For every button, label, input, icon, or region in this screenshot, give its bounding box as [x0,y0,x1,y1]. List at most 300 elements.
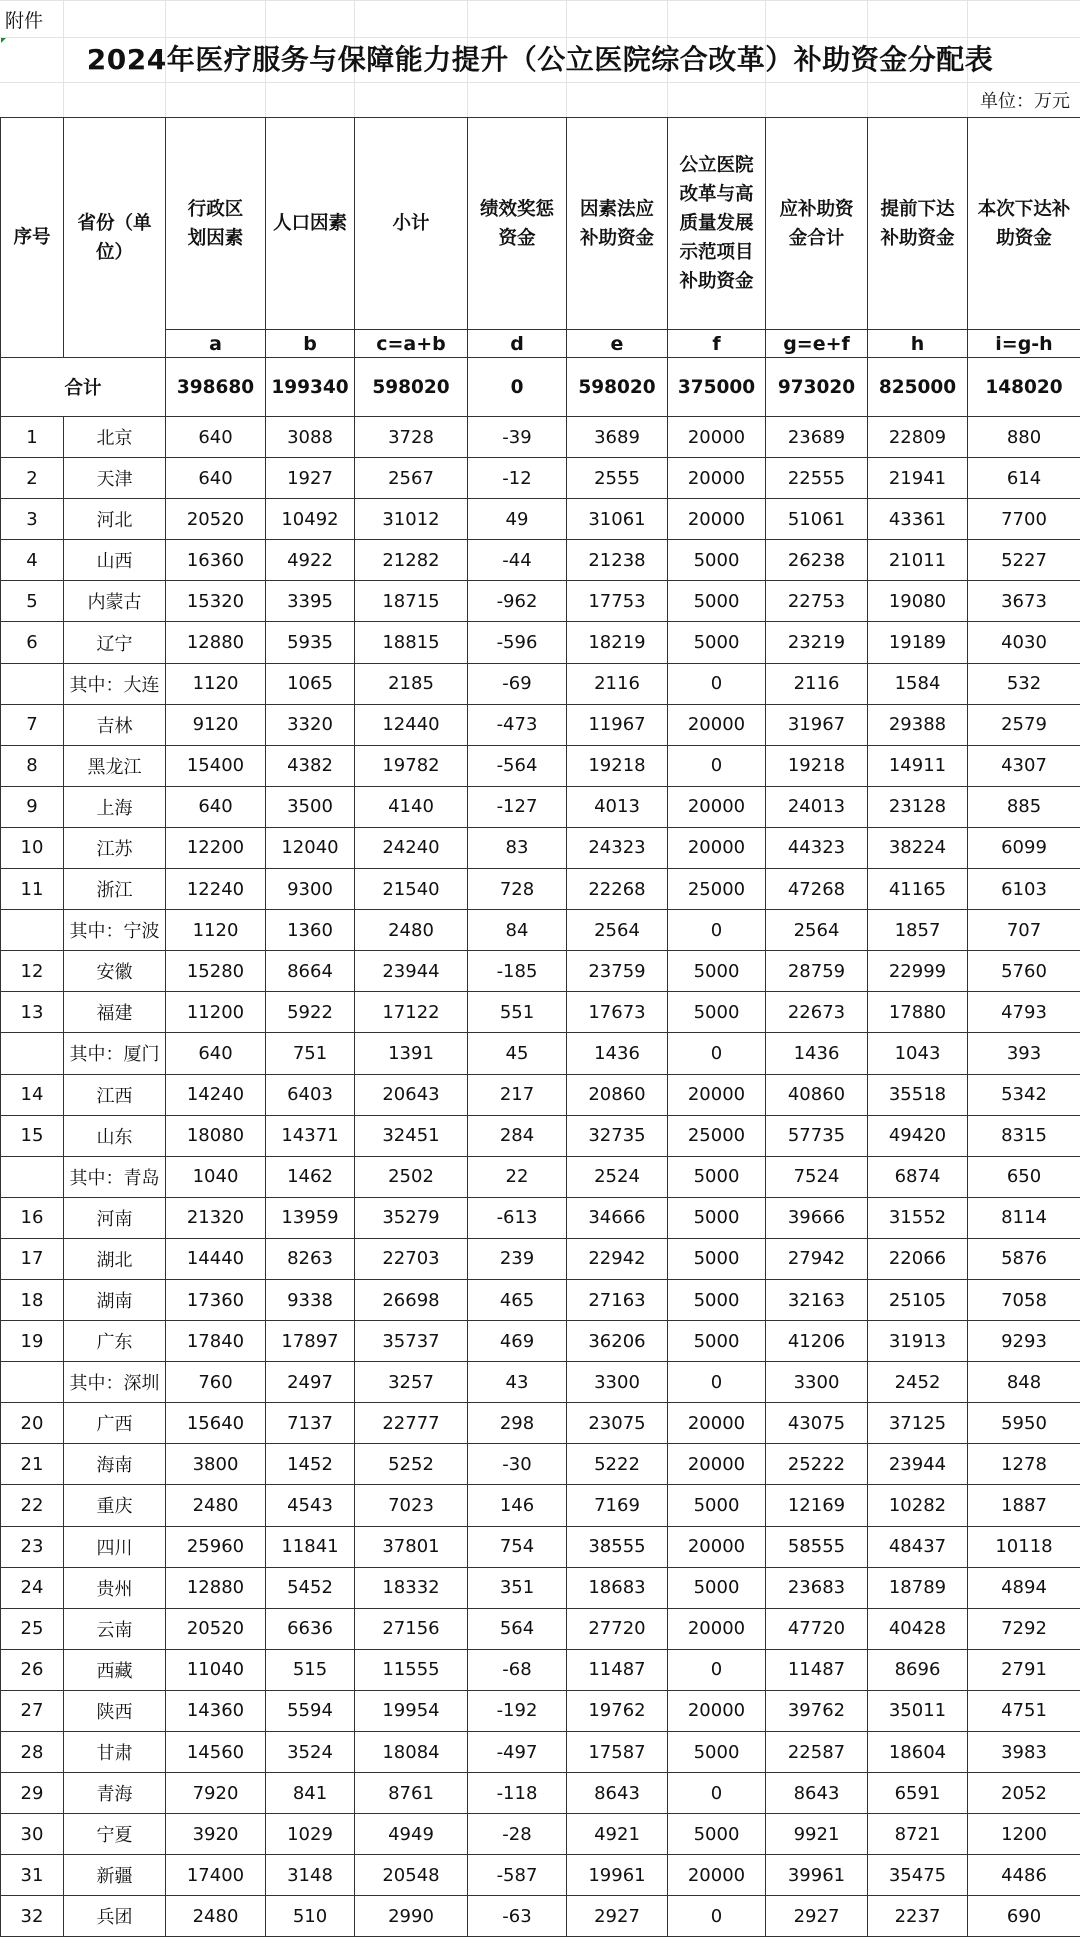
row-value: -69 [468,663,567,704]
row-value: 3300 [567,1362,668,1403]
row-province: 广西 [64,1403,166,1444]
col-header-reform-demo [668,118,766,330]
row-value: 284 [468,1115,567,1156]
row-value: 21320 [166,1197,266,1238]
row-value: 3300 [766,1362,868,1403]
row-value: 1360 [266,910,355,951]
row-value: 31012 [355,499,468,540]
table-row [1,1855,1080,1896]
row-value: 13959 [266,1197,355,1238]
row-province: 青海 [64,1773,166,1814]
row-value: 3148 [266,1855,355,1896]
row-seq: 14 [1,1074,64,1115]
total-value: 598020 [355,358,468,417]
row-value: 19080 [868,581,968,622]
row-value: 0 [668,910,766,951]
row-province: 上海 [64,786,166,827]
row-seq [1,1156,64,1197]
row-value: 3395 [266,581,355,622]
row-value: 848 [968,1362,1080,1403]
col-header-population: 人口因素 [266,118,355,330]
table-row [1,458,1080,499]
row-value: 6103 [968,869,1080,910]
row-value: 20000 [668,417,766,458]
row-value: 20643 [355,1074,468,1115]
row-province: 江苏 [64,827,166,868]
row-province: 宁夏 [64,1814,166,1855]
allocation-table [0,117,1080,1937]
row-value: 5950 [968,1403,1080,1444]
row-seq: 2 [1,458,64,499]
row-province: 西藏 [64,1649,166,1690]
col-header-this-batch-text: 本次下达补助资金 [977,198,1071,249]
row-value: 5000 [668,1156,766,1197]
row-value: 2564 [766,910,868,951]
row-value: 18815 [355,622,468,663]
row-value: 45 [468,1033,567,1074]
row-value: 3320 [266,704,355,745]
row-province: 辽宁 [64,622,166,663]
row-value: 1278 [968,1444,1080,1485]
row-seq: 22 [1,1485,64,1526]
row-value: 217 [468,1074,567,1115]
row-seq: 12 [1,951,64,992]
row-value: 20000 [668,1403,766,1444]
row-value: 14240 [166,1074,266,1115]
row-value: 2502 [355,1156,468,1197]
row-value: 38224 [868,827,968,868]
row-seq: 3 [1,499,64,540]
row-value: -497 [468,1732,567,1773]
row-value: 26238 [766,540,868,581]
row-value: 4751 [968,1690,1080,1731]
row-value: 4382 [266,745,355,786]
row-value: 29388 [868,704,968,745]
row-value: 43361 [868,499,968,540]
row-value: 28759 [766,951,868,992]
col-header-advance-text: 提前下达补助资金 [880,198,955,249]
row-seq: 32 [1,1896,64,1937]
row-value: 17897 [266,1321,355,1362]
row-value: 5876 [968,1238,1080,1279]
row-value: 18715 [355,581,468,622]
col-header-this-batch [968,118,1080,330]
row-value: 751 [266,1033,355,1074]
row-value: 40428 [868,1608,968,1649]
row-province: 其中：厦门 [64,1033,166,1074]
row-value: 25000 [668,869,766,910]
col-header-subtotal: 小计 [355,118,468,330]
row-value: 298 [468,1403,567,1444]
col-header-total-due [766,118,868,330]
row-value: 2480 [355,910,468,951]
row-value: 5252 [355,1444,468,1485]
row-value: 83 [468,827,567,868]
table-row [1,1033,1080,1074]
row-seq: 29 [1,1773,64,1814]
row-value: 32735 [567,1115,668,1156]
row-value: -185 [468,951,567,992]
row-seq: 5 [1,581,64,622]
row-value: 469 [468,1321,567,1362]
col-header-advance [868,118,968,330]
row-value: 11040 [166,1649,266,1690]
row-value: 7058 [968,1279,1080,1320]
row-value: 23689 [766,417,868,458]
row-value: 21011 [868,540,968,581]
row-value: 8696 [868,1649,968,1690]
table-row [1,1773,1080,1814]
row-seq [1,910,64,951]
row-seq: 4 [1,540,64,581]
row-province: 海南 [64,1444,166,1485]
row-value: 39666 [766,1197,868,1238]
row-value: 2116 [567,663,668,704]
col-header-province-text: 省份（单位） [77,212,152,263]
total-row [1,358,1080,417]
row-seq: 23 [1,1526,64,1567]
row-value: 6591 [868,1773,968,1814]
row-value: 5000 [668,1485,766,1526]
row-value: 18080 [166,1115,266,1156]
row-value: 11967 [567,704,668,745]
row-value: 1887 [968,1485,1080,1526]
row-seq: 28 [1,1732,64,1773]
row-value: 2555 [567,458,668,499]
row-value: 51061 [766,499,868,540]
row-value: 5342 [968,1074,1080,1115]
row-value: 10118 [968,1526,1080,1567]
row-value: 3673 [968,581,1080,622]
row-value: -63 [468,1896,567,1937]
row-value: 1040 [166,1156,266,1197]
row-value: 7292 [968,1608,1080,1649]
table-row [1,1444,1080,1485]
table-row [1,1814,1080,1855]
row-value: 18789 [868,1567,968,1608]
row-value: 6874 [868,1156,968,1197]
formula-cell: e [567,330,668,358]
row-value: 19218 [766,745,868,786]
row-value: 0 [668,1773,766,1814]
formula-cell: h [868,330,968,358]
table-row [1,827,1080,868]
row-value: -564 [468,745,567,786]
row-value: 32451 [355,1115,468,1156]
row-value: 23944 [355,951,468,992]
row-province: 福建 [64,992,166,1033]
row-value: 22555 [766,458,868,499]
row-province: 重庆 [64,1485,166,1526]
table-row [1,499,1080,540]
row-value: 35011 [868,1690,968,1731]
row-value: 17840 [166,1321,266,1362]
row-value: 515 [266,1649,355,1690]
row-value: 22673 [766,992,868,1033]
row-value: 8761 [355,1773,468,1814]
table-row [1,1896,1080,1937]
table-row [1,992,1080,1033]
row-seq: 9 [1,786,64,827]
row-value: 640 [166,786,266,827]
table-row [1,1649,1080,1690]
row-value: 18332 [355,1567,468,1608]
row-value: 5000 [668,992,766,1033]
row-province: 山西 [64,540,166,581]
unit-label: 单位：万元 [980,91,1070,112]
row-province: 河北 [64,499,166,540]
col-header-admin-text: 行政区划因素 [187,198,244,249]
total-value: 973020 [766,358,868,417]
row-value: -30 [468,1444,567,1485]
row-seq: 31 [1,1855,64,1896]
row-value: 22753 [766,581,868,622]
row-value: 44323 [766,827,868,868]
row-value: 2567 [355,458,468,499]
row-value: 22999 [868,951,968,992]
table-row [1,663,1080,704]
row-value: 8114 [968,1197,1080,1238]
row-value: 20000 [668,1855,766,1896]
row-value: 12169 [766,1485,868,1526]
row-value: 14360 [166,1690,266,1731]
col-header-performance [468,118,567,330]
row-value: 5000 [668,1732,766,1773]
row-value: 39762 [766,1690,868,1731]
table-row [1,1732,1080,1773]
row-value: 885 [968,786,1080,827]
row-seq: 8 [1,745,64,786]
total-value: 199340 [266,358,355,417]
formula-cell: g=e+f [766,330,868,358]
row-value: 19218 [567,745,668,786]
row-value: 39961 [766,1855,868,1896]
row-value: 5000 [668,622,766,663]
table-row [1,1526,1080,1567]
row-value: 9338 [266,1279,355,1320]
row-value: 23944 [868,1444,968,1485]
row-value: 22 [468,1156,567,1197]
row-value: 1043 [868,1033,968,1074]
total-label: 合计 [1,358,166,417]
row-value: 17753 [567,581,668,622]
row-value: 15640 [166,1403,266,1444]
row-value: 22703 [355,1238,468,1279]
row-province: 浙江 [64,869,166,910]
row-value: 31552 [868,1197,968,1238]
col-header-performance-text: 绩效奖惩资金 [480,198,555,249]
row-value: -127 [468,786,567,827]
table-row [1,1362,1080,1403]
row-value: 5452 [266,1567,355,1608]
row-value: 43 [468,1362,567,1403]
table-row [1,622,1080,663]
row-value: 24013 [766,786,868,827]
row-value: 393 [968,1033,1080,1074]
row-value: 23128 [868,786,968,827]
row-seq: 20 [1,1403,64,1444]
row-value: 3983 [968,1732,1080,1773]
row-province: 其中：大连 [64,663,166,704]
col-header-seq: 序号 [1,118,64,358]
row-value: 15400 [166,745,266,786]
row-seq: 7 [1,704,64,745]
row-value: 754 [468,1526,567,1567]
row-value: 4793 [968,992,1080,1033]
row-value: -39 [468,417,567,458]
row-seq: 30 [1,1814,64,1855]
row-value: 2564 [567,910,668,951]
row-value: 21540 [355,869,468,910]
row-value: 5000 [668,1567,766,1608]
header-row [1,118,1080,330]
row-value: 41206 [766,1321,868,1362]
col-header-total-due-text: 应补助资金合计 [779,198,854,249]
row-value: 1462 [266,1156,355,1197]
row-value: 5000 [668,1238,766,1279]
table-row [1,1608,1080,1649]
row-value: 18084 [355,1732,468,1773]
row-value: 2497 [266,1362,355,1403]
row-value: 20000 [668,1690,766,1731]
row-value: 2052 [968,1773,1080,1814]
row-value: 0 [668,1649,766,1690]
row-province: 甘肃 [64,1732,166,1773]
row-value: 465 [468,1279,567,1320]
row-value: 3728 [355,417,468,458]
row-value: 1200 [968,1814,1080,1855]
row-value: 5760 [968,951,1080,992]
row-value: 12440 [355,704,468,745]
row-seq [1,663,64,704]
row-value: 20000 [668,1608,766,1649]
row-value: 5922 [266,992,355,1033]
row-value: 4949 [355,1814,468,1855]
row-value: 8263 [266,1238,355,1279]
row-value: 20520 [166,499,266,540]
row-value: 640 [166,458,266,499]
row-value: 239 [468,1238,567,1279]
row-value: -118 [468,1773,567,1814]
row-province: 湖北 [64,1238,166,1279]
row-seq: 11 [1,869,64,910]
row-value: 5000 [668,1321,766,1362]
row-value: 22587 [766,1732,868,1773]
row-seq: 19 [1,1321,64,1362]
row-province: 其中：深圳 [64,1362,166,1403]
row-seq: 25 [1,1608,64,1649]
row-value: 8643 [567,1773,668,1814]
row-province: 河南 [64,1197,166,1238]
row-value: 11487 [766,1649,868,1690]
row-value: 19954 [355,1690,468,1731]
row-value: 11555 [355,1649,468,1690]
row-value: 1452 [266,1444,355,1485]
row-value: 8721 [868,1814,968,1855]
row-value: 650 [968,1156,1080,1197]
row-value: 5000 [668,540,766,581]
row-value: -587 [468,1855,567,1896]
row-seq: 16 [1,1197,64,1238]
row-value: 11841 [266,1526,355,1567]
col-header-province [64,118,166,358]
row-value: 22066 [868,1238,968,1279]
row-value: 1436 [567,1033,668,1074]
row-value: 17400 [166,1855,266,1896]
row-value: 22809 [868,417,968,458]
table-row [1,1197,1080,1238]
row-value: 2990 [355,1896,468,1937]
row-seq: 15 [1,1115,64,1156]
row-value: 21941 [868,458,968,499]
row-value: 4140 [355,786,468,827]
formula-cell: b [266,330,355,358]
row-value: 25222 [766,1444,868,1485]
row-value: 1584 [868,663,968,704]
row-value: 35279 [355,1197,468,1238]
formula-cell: f [668,330,766,358]
row-value: 564 [468,1608,567,1649]
row-value: 47720 [766,1608,868,1649]
row-value: 640 [166,1033,266,1074]
row-value: 3689 [567,417,668,458]
row-value: 3088 [266,417,355,458]
row-value: 58555 [766,1526,868,1567]
total-value: 398680 [166,358,266,417]
row-value: 20000 [668,704,766,745]
row-value: 23219 [766,622,868,663]
row-value: 1120 [166,910,266,951]
row-value: 3257 [355,1362,468,1403]
row-value: 7023 [355,1485,468,1526]
row-value: 7169 [567,1485,668,1526]
row-value: 351 [468,1567,567,1608]
row-value: 25960 [166,1526,266,1567]
row-value: 37125 [868,1403,968,1444]
table-title: 2024年医疗服务与保障能力提升（公立医院综合改革）补助资金分配表 [86,43,994,76]
row-value: 1065 [266,663,355,704]
table-row [1,1156,1080,1197]
row-value: 19961 [567,1855,668,1896]
row-value: 707 [968,910,1080,951]
row-province: 吉林 [64,704,166,745]
row-value: -192 [468,1690,567,1731]
row-value: 23759 [567,951,668,992]
row-value: 84 [468,910,567,951]
row-value: 5935 [266,622,355,663]
row-value: 48437 [868,1526,968,1567]
row-province: 其中：宁波 [64,910,166,951]
row-value: 27156 [355,1608,468,1649]
row-seq: 26 [1,1649,64,1690]
row-value: 35737 [355,1321,468,1362]
row-province: 陕西 [64,1690,166,1731]
row-value: 20000 [668,458,766,499]
row-value: 21282 [355,540,468,581]
row-value: 18219 [567,622,668,663]
row-value: 532 [968,663,1080,704]
row-seq: 17 [1,1238,64,1279]
table-row [1,1485,1080,1526]
row-value: 1436 [766,1033,868,1074]
row-value: 18604 [868,1732,968,1773]
row-value: 38555 [567,1526,668,1567]
row-value: 35475 [868,1855,968,1896]
row-value: 20000 [668,499,766,540]
row-seq: 18 [1,1279,64,1320]
row-seq: 21 [1,1444,64,1485]
row-province: 兵团 [64,1896,166,1937]
